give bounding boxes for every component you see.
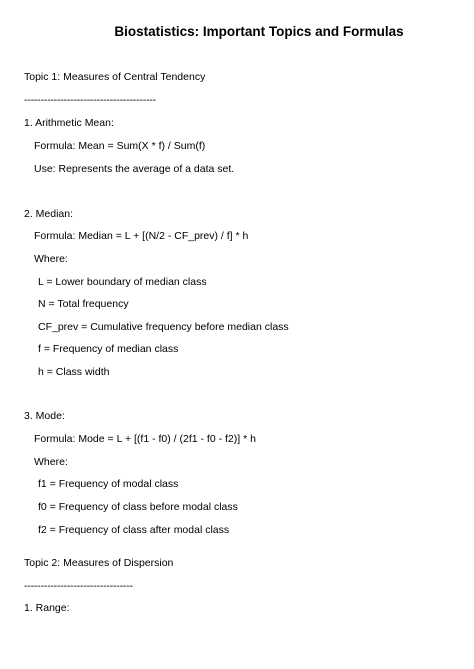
topic1-heading: Topic 1: Measures of Central Tendency	[24, 71, 206, 83]
median-var-item: h = Class width	[38, 366, 110, 378]
median-where: Where:	[34, 253, 68, 265]
mean-heading: 1. Arithmetic Mean:	[24, 117, 114, 129]
range-heading: 1. Range:	[24, 602, 70, 614]
mode-var-item: f2 = Frequency of class after modal class	[38, 524, 230, 536]
mean-formula: Formula: Mean = Sum(X * f) / Sum(f)	[34, 140, 206, 152]
median-var-item: f = Frequency of median class	[38, 343, 179, 355]
mode-heading: 3. Mode:	[24, 410, 65, 422]
median-formula: Formula: Median = L + [(N/2 - CF_prev) / f] * h	[34, 230, 249, 242]
median-heading: 2. Median:	[24, 208, 74, 220]
document-title: Biostatistics: Important Topics and Formulas	[114, 24, 404, 39]
topic2-heading: Topic 2: Measures of Dispersion	[24, 557, 174, 569]
mode-formula: Formula: Mode = L + [(f1 - f0) / (2f1 - f0 - f2)] * h	[34, 433, 256, 445]
median-var-item: L = Lower boundary of median class	[38, 276, 207, 288]
median-var-item: N = Total frequency	[38, 298, 129, 310]
topic1-separator: ----------------------------------------	[24, 94, 156, 106]
mean-use: Use: Represents the average of a data set.	[34, 163, 235, 175]
mode-var-item: f1 = Frequency of modal class	[38, 478, 179, 490]
median-var-item: CF_prev = Cumulative frequency before median class	[38, 321, 289, 333]
mode-var-item: f0 = Frequency of class before modal class	[38, 501, 238, 513]
topic2-separator: ---------------------------------	[24, 580, 133, 592]
mode-where: Where:	[34, 456, 68, 468]
